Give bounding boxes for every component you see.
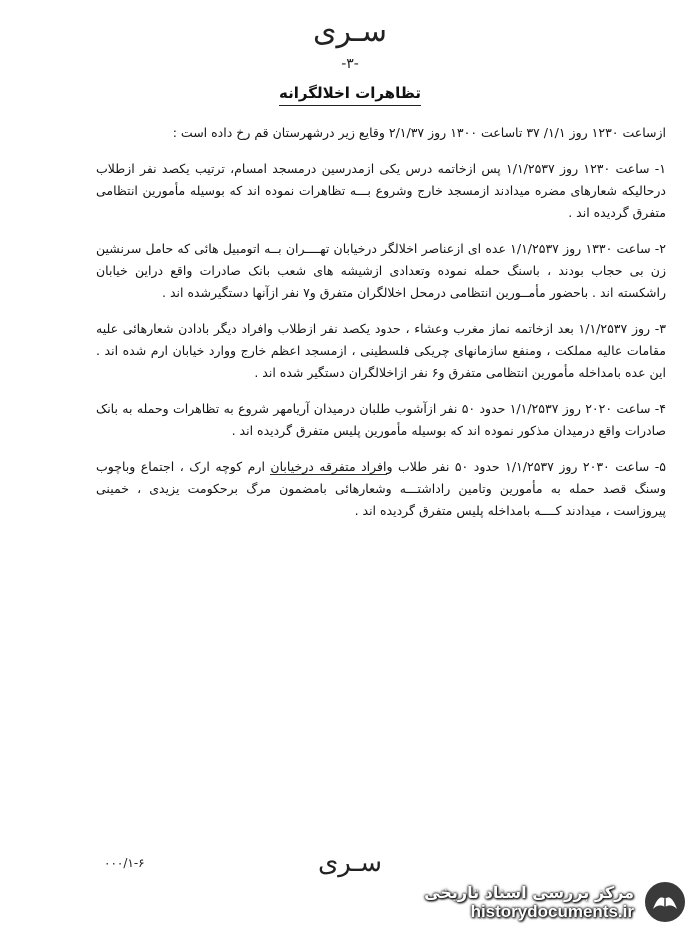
document-title-text: تظاهرات اخلالگرانه — [279, 84, 421, 106]
classification-stamp-top: سـری — [313, 14, 387, 49]
report-item-2: ۲- ساعت ۱۳۳۰ روز ۱/۱/۲۵۳۷ عده ای ازعناصر اخلالگر درخیابان تهــــران بــه اتومبیل هائی که حامل سرنشین زن بی حجاب بودند ، باسنگ حمله نموده وتعدادی ازشیشه های شعب بانک صادرات واقع دراین خیابان راشکسته اند . باحضور مأمــورین انتظامی درمحل اخلالگران متفرق و۷ نفر ازآنها دستگیرشده اند . — [96, 241, 666, 300]
report-item-5-end: ارم کوچه ارک ، اجتماع وباچوب وسنگ قصد حمله به مأمورین وتامین راداشتـــه وشعارهائی بامضمون مرگ برحکومت یزیدی ، خمینی پیروزاست ، میدادند کــــه بامداخله پلیس متفرق گردیده اند . — [96, 459, 666, 518]
open-book-icon — [642, 879, 688, 925]
classification-stamp-bottom: سـری — [317, 848, 383, 878]
report-item-5 — [96, 456, 666, 522]
report-item-1: ۱- ساعت ۱۲۳۰ روز ۱/۱/۲۵۳۷ پس ازخاتمه درس یکی ازمدرسین درمسجد امسام، ترتیب یکصد نفر ازطلاب درحالیکه شعارهای مضره میدادند ازمسجد خارج وشروع بـــه تظاهرات نموده اند که بوسیله مأمورین انتظامی متفرق گردیده اند . — [96, 161, 666, 220]
report-item-4: ۴- ساعت ۲۰۲۰ روز ۱/۱/۲۵۳۷ حدود ۵۰ نفر ازآشوب طلبان درمیدان آریامهر شروع به تظاهرات وحمله به بانک صادرات واقع درمیدان مذکور نموده اند که بوسیله مأمورین پلیس متفرق گردیده اند . — [96, 401, 667, 438]
watermark-text — [424, 883, 634, 922]
watermark-org-name: مرکز بررسی اسناد تاریخی — [424, 882, 634, 902]
underlined-phrase: افراد متفرقه درخیابان — [270, 459, 387, 474]
document-body — [96, 122, 666, 536]
report-item-5-start: ۵- ساعت ۲۰۳۰ روز ۱/۱/۲۵۳۷ حدود ۵۰ نفر طلاب و — [386, 459, 666, 474]
page-number: -۳- — [341, 56, 359, 72]
watermark-url: historydocuments.ir — [470, 901, 634, 921]
document-code: ۰۰۰/۱-۶ — [104, 856, 145, 870]
intro-paragraph: ازساعت ۱۲۳۰ روز ۱/۱/ ۳۷ تاساعت ۱۳۰۰ روز ۲/۱/۳۷ وقایع زیر درشهرستان قم رخ داده است : — [172, 125, 666, 140]
watermark — [398, 872, 688, 932]
document-title — [0, 84, 700, 102]
report-item-3: ۳- روز ۱/۱/۲۵۳۷ بعد ازخاتمه نماز مغرب وعشاء ، حدود یکصد نفر ازطلاب وافراد دیگر بادادن شعارهائی علیه مقامات عالیه مملکت ، ومنفع سازمانهای چریکی فلسطینی ، ازمسجد اعظم خارج ووارد خیابان ارم شده اند . این عده بامداخله مأمورین انتظامی متفرق و۶ نفر ازاخلالگران دستگیر شده اند . — [96, 321, 666, 380]
